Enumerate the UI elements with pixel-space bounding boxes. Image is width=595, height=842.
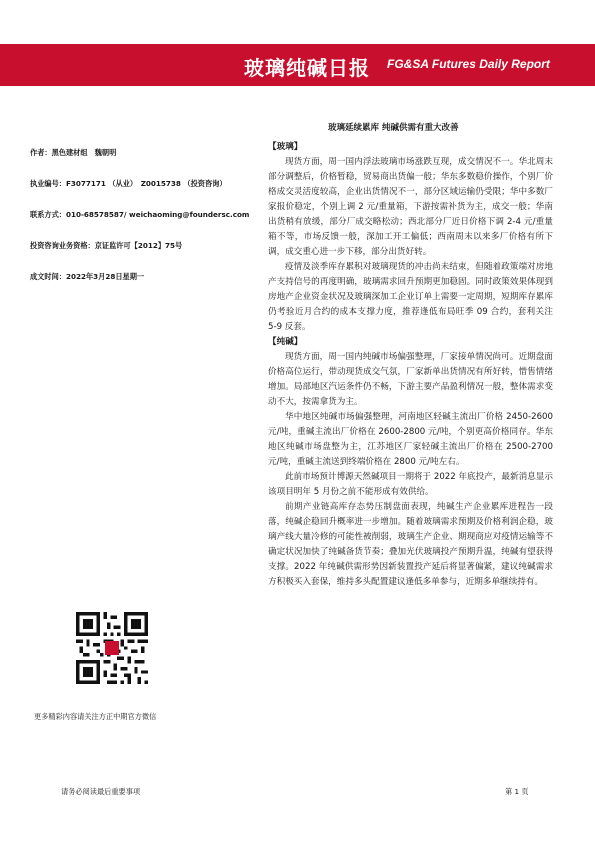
glass-section-label: 【玻璃】 [268, 142, 303, 152]
glass-paragraph-2: 疫情及淡季库存累积对玻璃现货的冲击尚未结束，但随着政策端对房地产支持信号的再度明确，玻璃需求回升预期更加稳固。同时政策效果体现到房地产企业资金状况及玻璃深加工企业订单上需要一定周期，短期库存累库仍考验近月合约的成本支撑力度，推荐逢低布局旺季 09 合约，套利关注 5-9 反套。 [268, 262, 553, 332]
soda-paragraph-2: 华中地区纯碱市场偏强整理，河南地区轻碱主流出厂价格 2450-2600 元/吨，重碱主流出厂价格在 2600-2800 元/吨，个别更高价格同存。华东地区纯碱市场盘整为主，江苏地区厂家轻碱主流出厂价格在 2500-2700 元/吨，重碱主流送到终端价格在 2800 元/吨左右。 [268, 412, 553, 467]
license-line: 执业编号：F3077171 （从业） Z0015738 （投资咨询） [30, 179, 227, 188]
author-line: 作者：黑色建材组 魏朝明 [30, 148, 117, 157]
report-title-english: FG&SA Futures Daily Report [387, 57, 550, 71]
report-title: 玻璃纯碱日报 [244, 56, 370, 80]
wechat-qr-code [76, 612, 148, 684]
page-number: 第 1 页 [505, 787, 529, 796]
report-body [268, 140, 553, 590]
report-headline: 玻璃延续累库 纯碱供需有重大改善 [328, 123, 459, 133]
consult-license-line: 投资咨询业务资格：京证监许可【2012】75号 [30, 241, 183, 250]
date-line: 成文时间：2022年3月28日星期一 [30, 272, 145, 281]
qr-logo-icon [105, 641, 119, 655]
glass-paragraph-1: 现货方面，周一国内浮法玻璃市场涨跌互现，成交情况不一。华北周末部分调整后，价格暂稳，贸易商出货偏一般；华东多数稳价操作，个别厂价格成交灵活度较高，企业出货情况不一，部分区域运输仍受限；华中多数厂家报价稳定，个别上调 2 元/重量箱，下游按需补货为主，成交一般；华南出货稍有放缓，部分厂成交略松动；西北部分厂近日价格下调 2-4 元/重量箱不等，市场反馈一般，深加工开工偏低；西南周末以来多厂价格有所下调，成交重心进一步下移，部分出货好转。 [268, 157, 553, 257]
soda-paragraph-4: 前期产业链高库存态势压制盘面表现，纯碱生产企业累库进程告一段落，纯碱企稳回升概率进一步增加。随着玻璃需求预期及价格利润企稳，玻璃产线大量冷修的可能性被削弱，玻璃生产企业、期现商应对疫情运输等不确定状况加快了纯碱备货节奏；叠加光伏玻璃投产预期升温，纯碱有望获得支撑。2022 年纯碱供需形势因新装置投产延后将显著偏紧，建议纯碱需求方积极买入套保，维持多头配置建议逢低多单参与，近期多单继续持有。 [268, 502, 553, 587]
footer-disclaimer: 请务必阅读最后重要事项 [61, 787, 141, 796]
soda-section-label: 【纯碱】 [268, 337, 303, 347]
soda-paragraph-1: 现货方面，周一国内纯碱市场偏强整理，厂家接单情况尚可。近期盘面价格高位运行，带动现货成交气氛，厂家新单出货情况有所好转，惜售情绪增加。局部地区汽运条件仍不畅，下游主要产品盈利情况一般，整体需求变动不大，按需拿货为主。 [268, 352, 553, 407]
qr-caption: 更多精彩内容请关注方正中期官方微信 [34, 712, 157, 721]
contact-line: 联系方式：010-68578587/ weichaoming@foundersc.com [30, 210, 250, 219]
soda-paragraph-3: 此前市场预计博源天然碱项目一期将于 2022 年底投产，最新消息显示该项目明年 5 月份之前不能形成有效供给。 [268, 472, 553, 497]
